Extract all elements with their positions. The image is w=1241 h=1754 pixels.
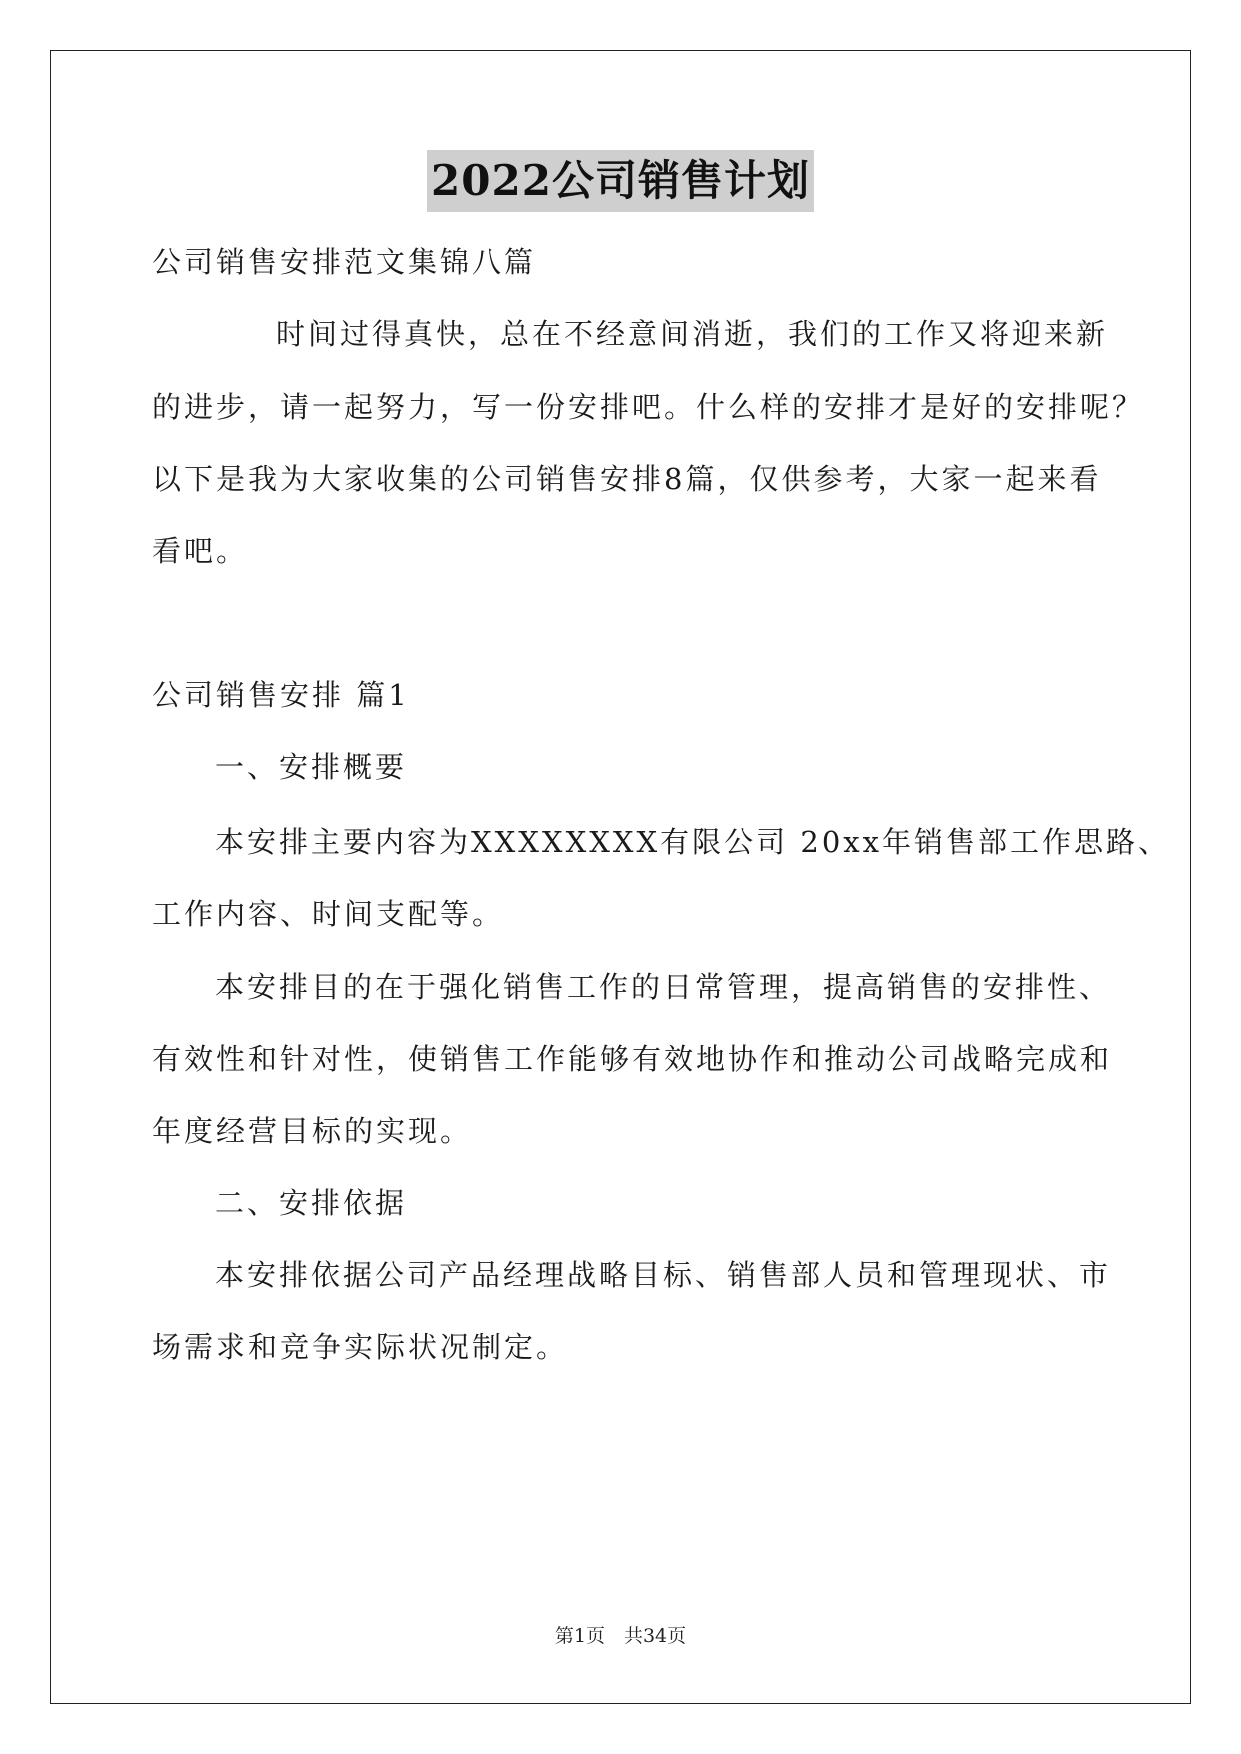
- body-line: 时间过得真快，总在不经意间消逝，我们的工作又将迎来新: [276, 317, 1109, 351]
- body-line: 本安排目的在于强化销售工作的日常管理，提高销售的安排性、: [215, 970, 1112, 1004]
- subsection-heading: 一、安排概要: [215, 750, 408, 784]
- page-footer: 第1页 共34页: [554, 1625, 687, 1647]
- document-title: 2022公司销售计划: [427, 150, 814, 212]
- body-line: 年度经营目标的实现。: [152, 1114, 473, 1148]
- body-line: 本安排主要内容为XXXXXXXX有限公司 20xx年销售部工作思路、: [215, 825, 1170, 859]
- body-line: 以下是我为大家收集的公司销售安排8篇，仅供参考，大家一起来看: [152, 462, 1102, 496]
- section-heading: 公司销售安排 篇1: [152, 678, 410, 712]
- body-line: 看吧。: [152, 534, 249, 568]
- body-line: 场需求和竞争实际状况制定。: [152, 1330, 569, 1364]
- body-line: 本安排依据公司产品经理战略目标、销售部人员和管理现状、市: [215, 1258, 1112, 1292]
- body-line: 的进步，请一起努力，写一份安排吧。什么样的安排才是好的安排呢？: [152, 390, 1145, 424]
- body-line: 有效性和针对性，使销售工作能够有效地协作和推动公司战略完成和: [152, 1042, 1113, 1076]
- body-line: 工作内容、时间支配等。: [152, 897, 505, 931]
- subtitle-line: 公司销售安排范文集锦八篇: [152, 245, 537, 279]
- title-wrap: [0, 150, 1241, 212]
- subsection-heading: 二、安排依据: [215, 1186, 408, 1220]
- page-border: [50, 50, 1191, 1704]
